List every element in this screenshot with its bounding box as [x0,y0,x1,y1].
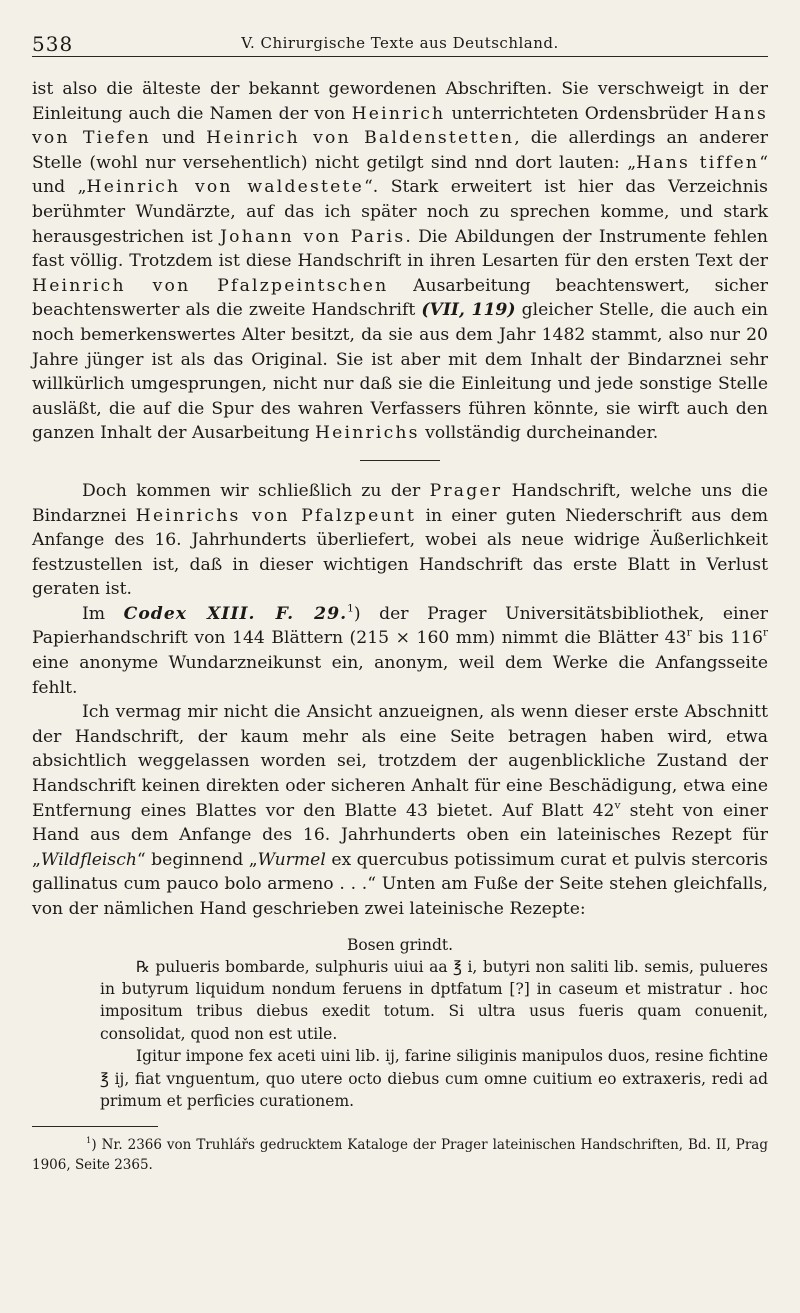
page-header [32,22,768,57]
section-divider [360,460,440,461]
codex-reference: Codex XIII. F. 29. [123,603,348,624]
paragraph-4: Ich vermag mir nicht die Ansicht anzueignen, als wenn dieser erste Abschnitt der Handschrift, der kaum mehr als eine Seite betragen haben wird, etwa absichtlich weggelassen worden sei, trotzdem der augenblickliche Zustand der Handschrift keinen direkten oder sicheren Anhalt für eine Beschädigung, etwa eine Entfernung eines Blattes vor den Blatte 43 bietet. Auf Blatt 42$^v$ steht von einer Hand aus dem Anfange des 16. Jahrhunderts oben ein lateinisches Rezept für „Wildfleisch“ beginnend „Wurmel ex quercubus potissimum curat et pulvis stercoris gallinatus cum pauco bolo armeno . . .“ Unten am Fuße der Seite stehen gleichfalls, von der nämlichen Hand geschrieben zwei lateinische Rezepte: [32,702,768,919]
manuscript-reference: (VII, 119) [421,300,516,321]
main-text [32,77,768,1175]
footnote-number: 1 [86,1135,92,1146]
paragraph-3: Im Codex XIII. F. 29.$^1$) der Prager Universitätsbibliothek, einer Papierhandschrift von 144 Blättern (215 × 160 mm) nimmt die Blätter 43$^r$ bis 116$^r$ eine anonyme Wundarzneikunst ein, anonym, weil dem Werke die Anfangsseite fehlt. [32,601,768,698]
recipe-paragraph-2: Igitur impone fex aceti uini lib. ij, farine siliginis manipulos duos, resine fichtine ℥ ij, fiat vnguentum, quo utere octo diebus cum omne cuitium eo extraxeris, redi ad primum et perficies curationem. [100,1047,768,1111]
running-title: V. Chirurgische Texte aus Deutschland. [241,34,559,52]
paragraph-1: ist also die älteste der bekannt gewordenen Abschriften. Sie verschweigt in der Einleitung auch die Namen der von Heinrich unterrichteten Ordensbrüder Hans von Tiefen und Heinrich von Baldenstetten, die allerdings an anderer Stelle (wohl nur versehentlich) nicht getilgt sind nnd dort lauten: „Hans tiffen“ und „Heinrich von waldestete“. Stark erweitert ist hier das Verzeichnis berühmter Wundärzte, auf das ich später noch zu sprechen komme, und stark herausgestrichen ist Johann von Paris. Die Abildungen der Instrumente fehlen fast völlig. Trotzdem ist diese Handschrift in ihren Lesarten für den ersten Text der Heinrich von Pfalzpeintschen Ausarbeitung beachtenswert, sicher beachtenswerter als die zweite Handschrift (VII, 119) gleicher Stelle, die auch ein noch bemerkenswertes Alter besitzt, da sie aus dem Jahr 1482 stammt, also nur 20 Jahre jünger ist als das Original. Sie ist aber mit dem Inhalt der Bindarznei sehr willkürlich umgesprungen, nicht nur daß sie die Einleitung und jede sonstige Stelle ausläßt, die auf die Spur des wahren Verfassers führen könnte, sie wirft auch den ganzen Inhalt der Ausarbeitung Heinrichs vollständig durcheinander. [32,79,768,444]
page-number: 538 [32,32,74,56]
footnote-divider [32,1126,158,1127]
footnote-marker: 1 [347,601,354,615]
footnote: $^1$) Nr. 2366 von Truhlářs gedrucktem Kataloge der Prager lateinischen Handschriften, Bd. II, Prag 1906, Seite 2365. [32,1135,768,1174]
paragraph-2: Doch kommen wir schließlich zu der Prager Handschrift, welche uns die Bindarznei Heinrichs von Pfalzpeunt in einer guten Niederschrift aus dem Anfange des 16. Jahrhunderts überliefert, wobei als neue widrige Äußerlichkeit festzustellen ist, daß in dieser wichtigen Handschrift das erste Blatt in Verlust geraten ist. [32,480,768,600]
recipe-paragraph-1: ℞ pulueris bombarde, sulphuris uiui aa ℥ i, butyri non saliti lib. semis, pulueres in butyrum liquidum nondum feruens in dptfatum [?] in caseum et mistratur . hoc impositum tribus diebus exedit totum. Si ultra usus fueris quam conuenit, consolidat, quod non est utile. [100,957,768,1043]
recipe-title: Bosen grindt. [346,935,454,954]
